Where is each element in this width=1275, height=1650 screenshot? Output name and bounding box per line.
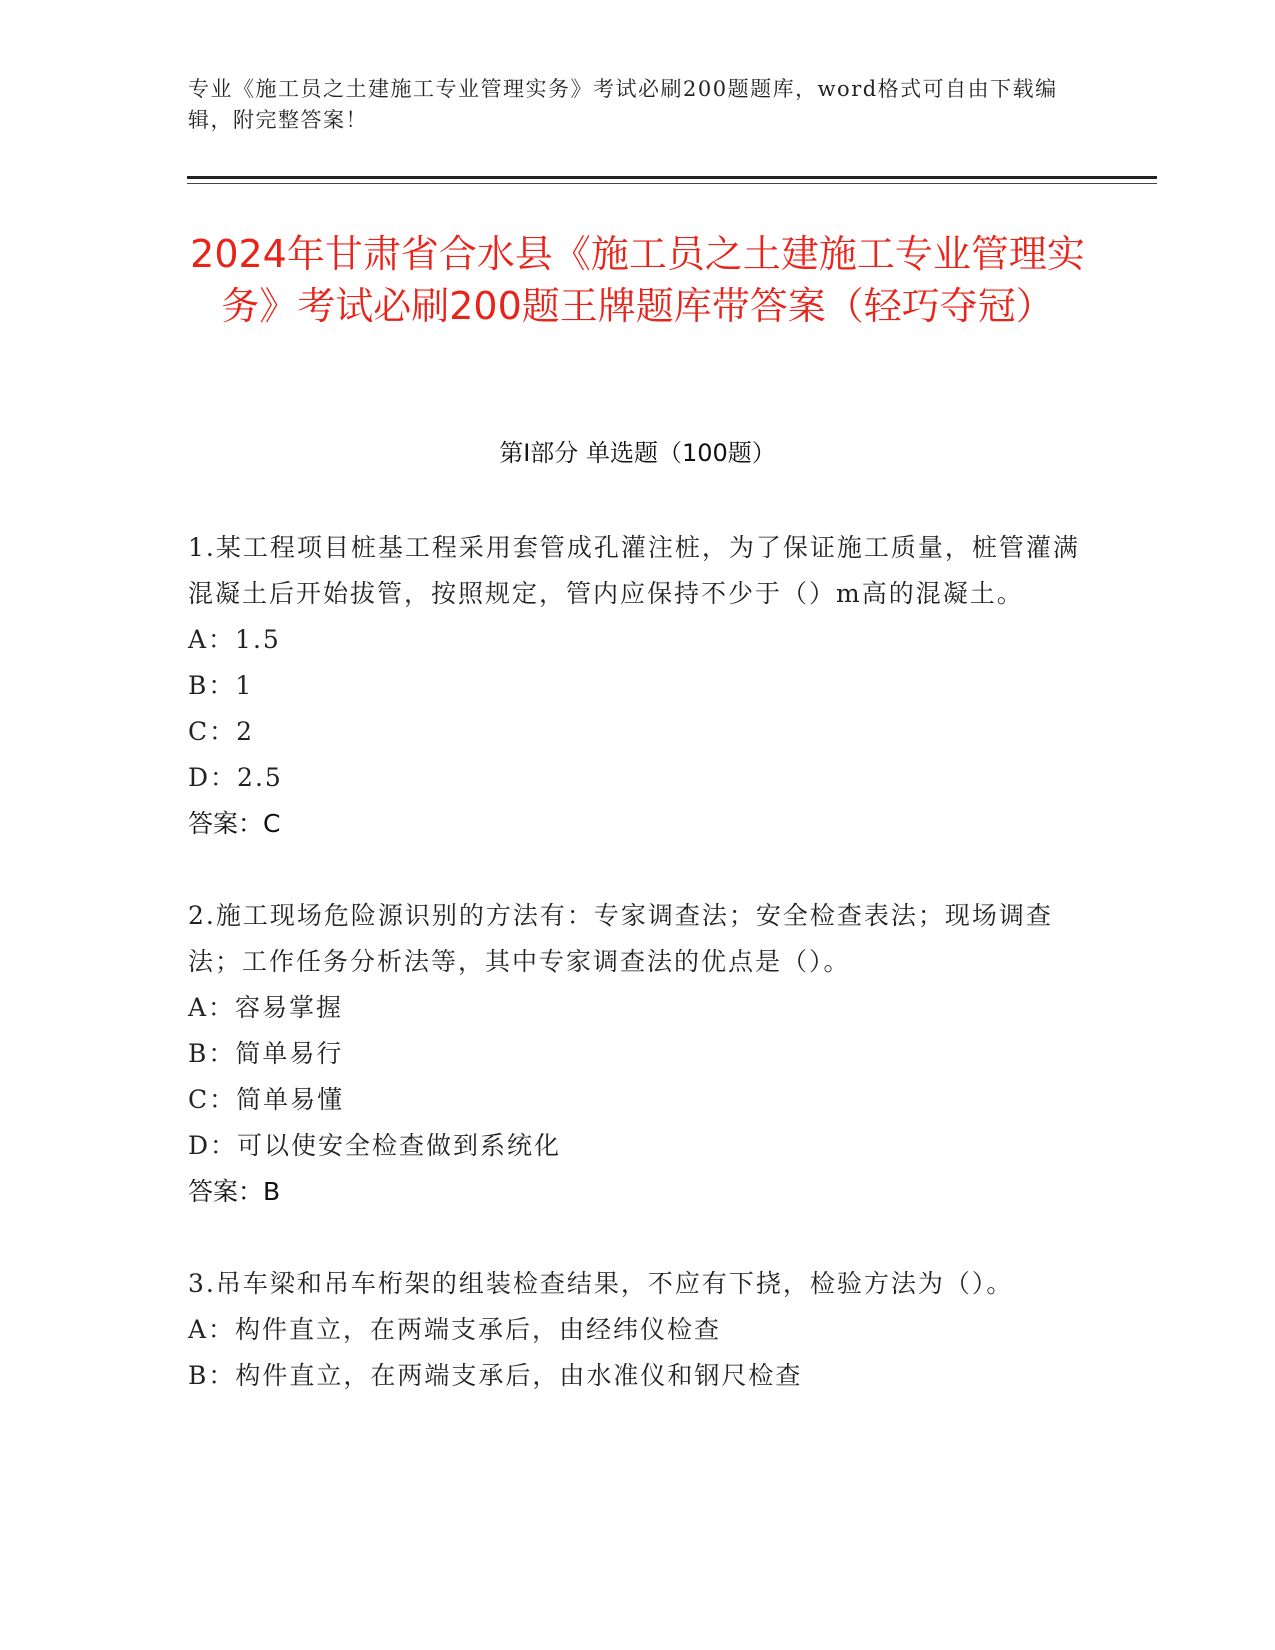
option-a: A：构件直立，在两端支承后，由经纬仪检查 — [188, 1315, 722, 1344]
option-d: D：2.5 — [188, 763, 283, 792]
answer: 答案：B — [188, 1177, 281, 1206]
section-heading: 第I部分 单选题（100题） — [499, 439, 776, 467]
option-b: B：构件直立，在两端支承后，由水准仪和钢尺检查 — [188, 1361, 803, 1390]
question-3 — [188, 1261, 1093, 1399]
document-title: 2024年甘肃省合水县《施工员之土建施工专业管理实务》考试必刷200题王牌题库带答案（轻巧夺冠） — [190, 232, 1085, 328]
option-a: A：1.5 — [188, 625, 281, 654]
question-stem: 1.某工程项目桩基工程采用套管成孔灌注桩，为了保证施工质量，桩管灌满混凝土后开始拔管，按照规定，管内应保持不少于（）m高的混凝土。 — [188, 533, 1080, 608]
option-b: B：1 — [188, 671, 254, 700]
question-stem: 3.吊车梁和吊车桁架的组装检查结果，不应有下挠，检验方法为（）。 — [188, 1269, 1014, 1298]
header-divider-thin — [187, 183, 1157, 184]
option-d: D：可以使安全检查做到系统化 — [188, 1131, 562, 1160]
header-note: 专业《施工员之土建施工专业管理实务》考试必刷200题题库，word格式可自由下载编辑，附完整答案！ — [188, 77, 1058, 132]
question-list — [188, 525, 1093, 1445]
header-divider-thick — [187, 176, 1157, 179]
answer: 答案：C — [188, 809, 281, 838]
option-a: A：容易掌握 — [188, 993, 344, 1022]
option-c: C：2 — [188, 717, 255, 746]
option-b: B：简单易行 — [188, 1039, 344, 1068]
option-c: C：简单易懂 — [188, 1085, 345, 1114]
question-1 — [188, 525, 1093, 847]
question-stem: 2.施工现场危险源识别的方法有：专家调查法；安全检查表法；现场调查法；工作任务分析法等，其中专家调查法的优点是（）。 — [188, 901, 1053, 976]
question-2 — [188, 893, 1093, 1215]
